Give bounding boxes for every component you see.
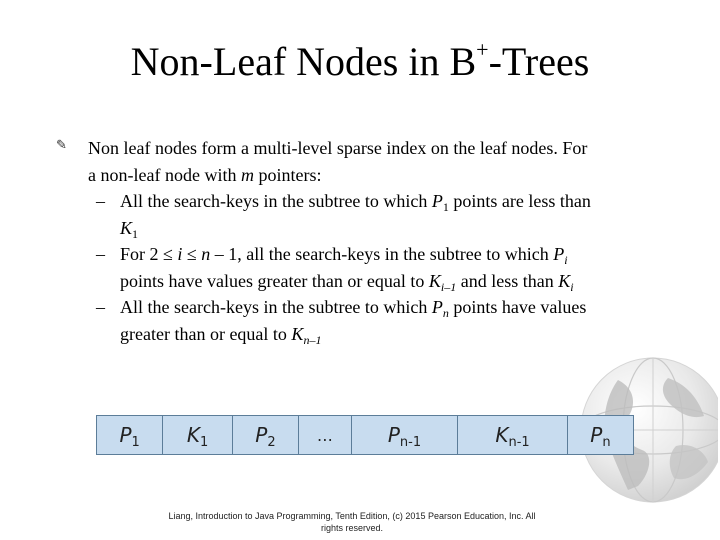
sub-item-2: – For 2 ≤ i ≤ n – 1, all the search-keys in the subtree to which $P_i$ points have values greater than or equal to $K_{i-1}$ and less than $K_i$ (96, 244, 574, 294)
sub-item-1: – All the search-keys in the subtree to which $P_1$ points are less than $K_1$ (96, 191, 591, 241)
b-tree-node-diagram (96, 415, 634, 455)
bullet-item (56, 135, 656, 188)
bullet-line-1: Non leaf nodes form a multi-level sparse index on the leaf nodes. For (88, 138, 588, 158)
copyright-footer: Liang, Introduction to Java Programming, Tenth Edition, (c) 2015 Pearson Education, Inc. All rights reserved. (168, 511, 536, 533)
slide-title: Non-Leaf Nodes in B+-Trees (130, 37, 590, 84)
bullet-line-2: a non-leaf node with m pointers: (88, 164, 322, 185)
node-cell-pointer: $P_n$ (567, 416, 633, 455)
node-cell-key: $K_1$ (163, 416, 233, 455)
slide-body (56, 135, 656, 347)
sub-item-3: – All the search-keys in the subtree to which $P_n$ points have values greater than or equal to $K_{n-1}$ (96, 297, 587, 347)
node-cell-pointer: $P_{n-1}$ (351, 416, 457, 455)
node-cell-key: $K_{n-1}$ (458, 416, 568, 455)
node-cell-pointer: $P_1$ (97, 416, 163, 455)
node-cell-pointer: $P_2$ (232, 416, 298, 455)
pencil-bullet-icon: ✎ (56, 137, 67, 152)
node-cell-ellipsis: … (299, 416, 352, 455)
